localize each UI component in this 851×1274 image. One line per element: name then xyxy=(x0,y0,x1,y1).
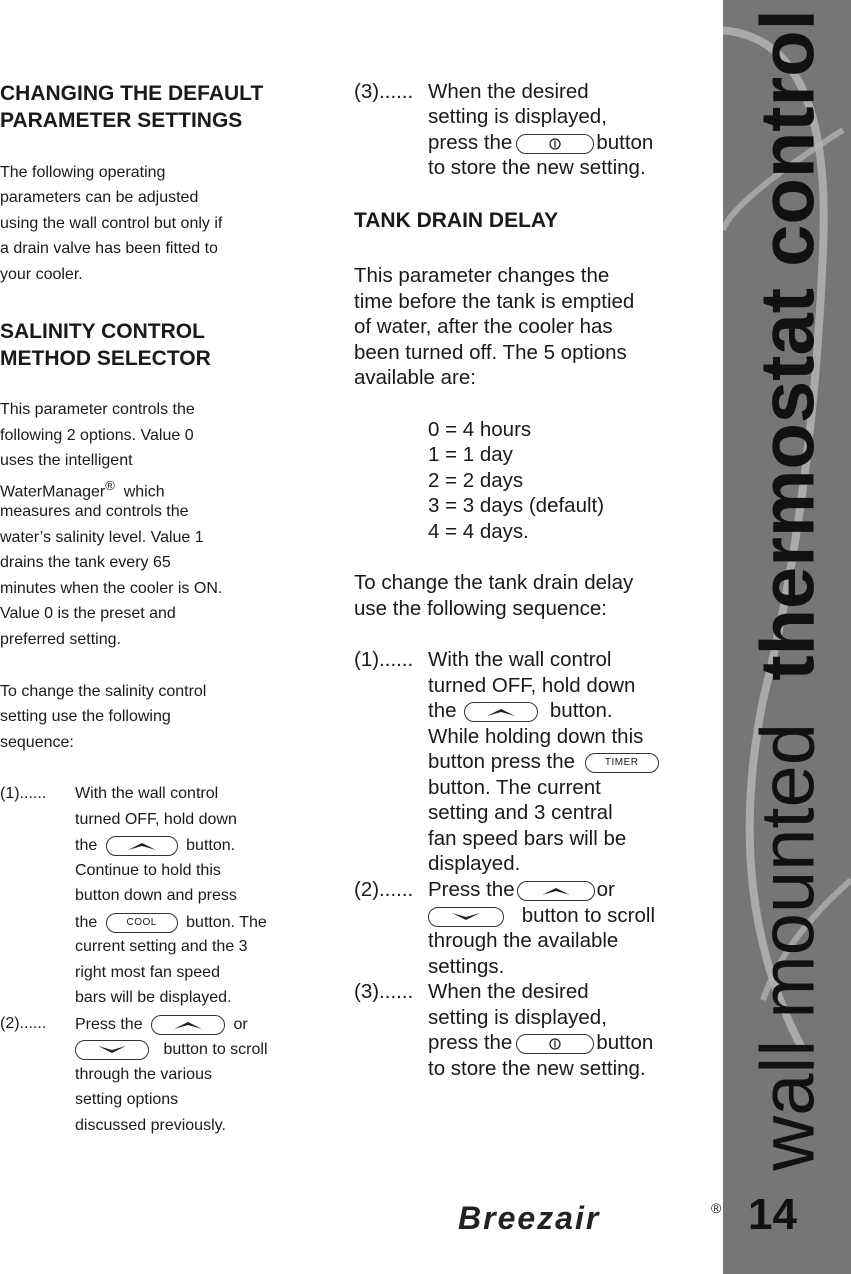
step-number: (2)...... xyxy=(354,878,414,901)
up-arrow-icon xyxy=(173,1020,203,1030)
down-button xyxy=(75,1040,149,1060)
step-text-line xyxy=(75,836,235,856)
step-text: turned OFF, hold down xyxy=(75,811,237,828)
salinity-para: preferred setting. xyxy=(0,631,121,648)
step-text: turned OFF, hold down xyxy=(428,674,636,697)
step-number: (1)...... xyxy=(354,648,414,671)
option-item: 2 = 2 days xyxy=(428,469,524,492)
step-text-line xyxy=(75,913,267,933)
step-text: setting is displayed, xyxy=(428,1006,607,1029)
heading-changing-defaults: CHANGING THE DEFAULT xyxy=(0,82,264,105)
salinity-para: water’s salinity level. Value 1 xyxy=(0,529,204,546)
salinity-para: minutes when the cooler is ON. xyxy=(0,580,223,597)
intro-text: your cooler. xyxy=(0,266,83,283)
step-text: Continue to hold this xyxy=(75,862,221,879)
option-item: 4 = 4 days. xyxy=(428,520,529,543)
step-text: button to scroll xyxy=(521,904,656,927)
drain-para: of water, after the cooler has xyxy=(354,315,613,338)
step-text: the xyxy=(75,837,98,855)
step-text: discussed previously. xyxy=(75,1117,226,1134)
step-text: through the available xyxy=(428,929,619,952)
step-text-line xyxy=(428,904,655,928)
up-button xyxy=(464,702,538,722)
intro-text: The following operating xyxy=(0,164,166,181)
seq-intro: sequence: xyxy=(0,734,74,751)
step-text: setting and 3 central xyxy=(428,801,613,824)
down-arrow-icon xyxy=(451,912,481,922)
heading-salinity-2: METHOD SELECTOR xyxy=(0,347,211,370)
page-number: 14 xyxy=(748,1190,797,1239)
down-arrow-icon xyxy=(97,1045,127,1055)
drain-para: time before the tank is emptied xyxy=(354,290,635,313)
power-button xyxy=(516,134,594,154)
which-text: which xyxy=(123,483,165,501)
up-arrow-icon xyxy=(127,841,157,851)
step-text: button. The current xyxy=(428,776,601,799)
step-text: to store the new setting. xyxy=(428,156,646,179)
step-text: settings. xyxy=(428,955,505,978)
step-text: setting options xyxy=(75,1091,179,1108)
drain-para: This parameter changes the xyxy=(354,264,610,287)
up-button xyxy=(106,836,178,856)
step-text: button. xyxy=(549,699,613,722)
down-button xyxy=(428,907,504,927)
cool-label: COOL xyxy=(126,917,157,928)
registered-mark: ® xyxy=(105,478,115,493)
step-text: setting is displayed, xyxy=(428,105,607,128)
up-arrow-icon xyxy=(486,707,516,717)
salinity-para: uses the intelligent xyxy=(0,452,133,469)
step-text: With the wall control xyxy=(75,785,219,802)
salinity-para: drains the tank every 65 xyxy=(0,554,171,571)
seq-intro: To change the tank drain delay xyxy=(354,571,634,594)
step-text: or xyxy=(596,878,615,901)
heading-changing-defaults-2: PARAMETER SETTINGS xyxy=(0,109,243,132)
step-number: (3)...... xyxy=(354,980,414,1003)
step-text: While holding down this xyxy=(428,725,644,748)
power-button xyxy=(516,1034,594,1054)
step-text: Press the xyxy=(428,878,515,901)
timer-button xyxy=(585,753,659,773)
up-arrow-icon xyxy=(541,886,571,896)
step-text: button. The xyxy=(186,914,267,932)
step-text: press the xyxy=(428,1031,513,1054)
salinity-para: This parameter controls the xyxy=(0,401,195,418)
step-text: When the desired xyxy=(428,80,589,103)
step-text-line xyxy=(75,1040,268,1060)
step-text: button. xyxy=(186,837,236,855)
power-icon xyxy=(548,137,562,151)
seq-intro: setting use the following xyxy=(0,708,171,725)
step-number: (3)...... xyxy=(354,80,414,103)
step-text-line xyxy=(428,878,615,902)
step-text: press the xyxy=(428,131,513,154)
salinity-para: measures and controls the xyxy=(0,503,189,520)
watermanager-text: WaterManager xyxy=(0,483,106,501)
seq-intro: To change the salinity control xyxy=(0,683,207,700)
step-text: button xyxy=(596,1031,654,1054)
option-item: 0 = 4 hours xyxy=(428,418,532,441)
heading-salinity: SALINITY CONTROL xyxy=(0,320,205,343)
cool-button xyxy=(106,913,178,933)
step-text: right most fan speed xyxy=(75,964,220,981)
step-text: button down and press xyxy=(75,887,237,904)
power-icon xyxy=(548,1037,562,1051)
step-text: When the desired xyxy=(428,980,589,1003)
sidebar-title-a: wall mounted xyxy=(745,722,831,1171)
step-text: Press the xyxy=(75,1016,143,1034)
step-text: the xyxy=(75,914,98,932)
up-button xyxy=(151,1015,225,1035)
step-text: With the wall control xyxy=(428,648,612,671)
step-text: or xyxy=(233,1016,248,1034)
drain-para: available are: xyxy=(354,366,476,389)
step-number: (1)...... xyxy=(0,785,47,802)
option-item: 3 = 3 days (default) xyxy=(428,494,605,517)
intro-text: a drain valve has been fitted to xyxy=(0,240,218,257)
up-button xyxy=(517,881,595,901)
step-text: the xyxy=(428,699,457,722)
step-text-line xyxy=(75,1015,248,1035)
step-text: button xyxy=(596,131,654,154)
intro-text: parameters can be adjusted xyxy=(0,189,199,206)
step-text: bars will be displayed. xyxy=(75,989,232,1006)
step-text: through the various xyxy=(75,1066,212,1083)
logo-registered-mark: ® xyxy=(711,1200,722,1216)
breezair-logo: Breezair xyxy=(458,1200,601,1236)
step-text: button press the xyxy=(428,750,576,773)
timer-label: TIMER xyxy=(604,756,639,768)
sidebar-title-b: thermostat control xyxy=(745,9,831,681)
step-text: current setting and the 3 xyxy=(75,938,248,955)
step-text-line xyxy=(428,131,653,155)
option-item: 1 = 1 day xyxy=(428,443,513,466)
step-text: button to scroll xyxy=(163,1041,268,1059)
step-text: fan speed bars will be xyxy=(428,827,627,850)
salinity-para: Value 0 is the preset and xyxy=(0,605,176,622)
salinity-para: following 2 options. Value 0 xyxy=(0,427,194,444)
step-number: (2)...... xyxy=(0,1015,47,1032)
salinity-para-watermanager xyxy=(0,478,165,501)
drain-para: been turned off. The 5 options xyxy=(354,341,627,364)
intro-text: using the wall control but only if xyxy=(0,215,223,232)
sidebar-title xyxy=(745,9,832,1170)
heading-tank-drain: TANK DRAIN DELAY xyxy=(354,209,559,232)
step-text: displayed. xyxy=(428,852,521,875)
step-text-line xyxy=(428,699,613,723)
seq-intro: use the following sequence: xyxy=(354,597,608,620)
step-text: to store the new setting. xyxy=(428,1057,646,1080)
step-text-line xyxy=(428,1031,653,1055)
step-text-line xyxy=(428,750,659,774)
